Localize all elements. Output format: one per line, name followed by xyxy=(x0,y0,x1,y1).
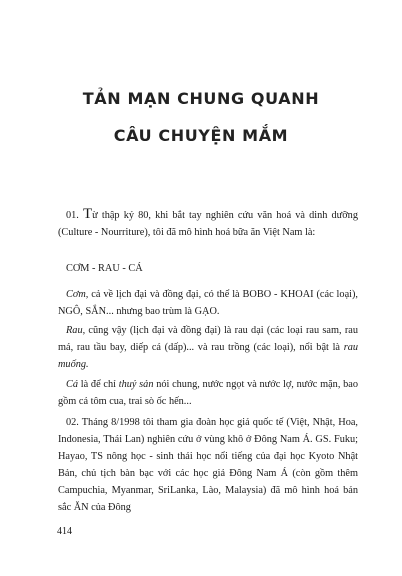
page-number: 414 xyxy=(57,526,72,537)
paragraph-com: Cơm, cả về lịch đại và đồng đại, có thể là BOBO - KHOAI (các loại), NGÔ, SẮN... nhưng bao trùm là GẠO. xyxy=(58,289,358,317)
paragraph-rau: Rau, cũng vậy (lịch đại và đồng đại) là rau dại (các loại rau sam, rau má, rau tầu bay, diếp cá (dấp)... và rau trồng (các loại), nổi bật là rau muống. xyxy=(58,325,358,370)
term-rau-muong: rau muống. xyxy=(58,342,358,370)
term-rau: Rau, xyxy=(66,325,86,336)
chapter-title-line1: TẢN MẠN CHUNG QUANH xyxy=(82,89,320,108)
paragraph-ca: Cá là để chỉ thuỷ sản nói chung, nước ngọt và nước lợ, nước mặn, bao gồm cả tôm cua, trai sò ốc hến... xyxy=(58,379,358,407)
meal-model: CƠM - RAU - CÁ xyxy=(66,263,143,274)
paragraph-02: 02. Tháng 8/1998 tôi tham gia đoàn học giả quốc tế (Việt, Nhật, Hoa, Indonesia, Thái Lan) nghiên cứu ở vùng khô ở Đông Nam Á. GS. Fuku; Hayao, TS nông học - sinh thái học nổi tiếng của đại học Kyoto Nhật Bản, chủ tịch bàn bạc với các học giả Đông Nam Á (còn gồm thêm Campuchia, Myanmar, SriLanka, Lào, Malaysia) đã mô hình hoá bản sắc ĂN của Đông xyxy=(58,417,358,513)
paragraph-number: 01. xyxy=(66,210,83,221)
drop-cap: T xyxy=(82,206,93,222)
term-ca: Cá xyxy=(66,379,79,390)
paragraph-text: ừ thập kỷ 80, khi bắt tay nghiên cứu văn hoá và dinh dưỡng (Culture - Nourriture), tôi đã mô hình hoá bữa ăn Việt Nam là: xyxy=(58,210,358,238)
term-thuy-san: thuỷ sản xyxy=(118,379,154,390)
paragraph-01 xyxy=(58,207,358,241)
chapter-title-line2: CÂU CHUYỆN MẮM xyxy=(113,126,289,145)
term-com: Cơm, xyxy=(66,289,89,300)
